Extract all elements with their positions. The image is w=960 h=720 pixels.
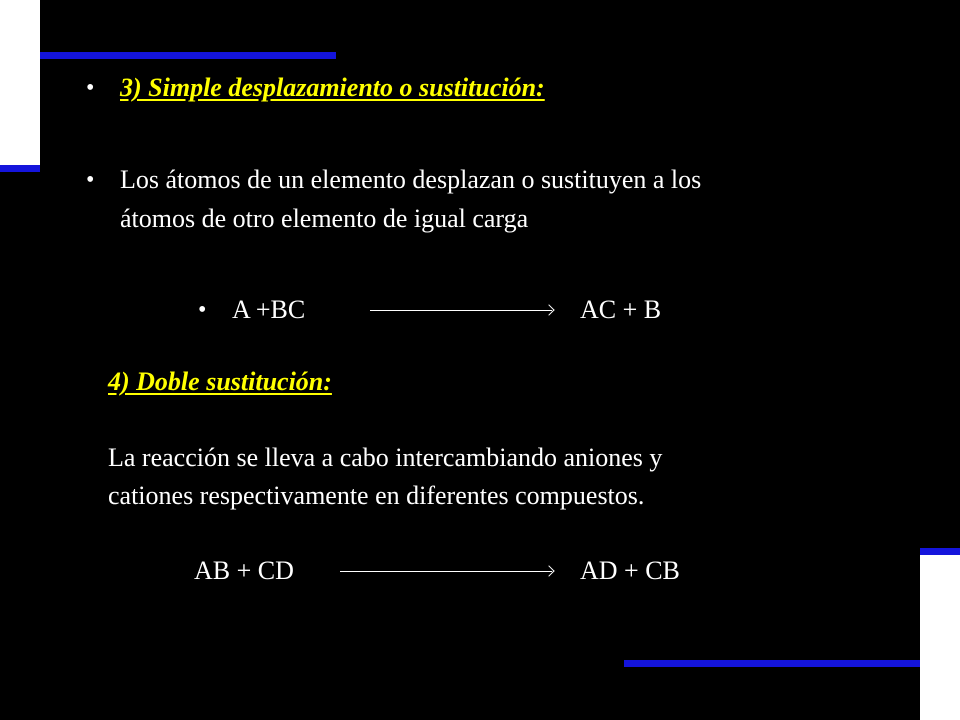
reaction-arrow-icon — [370, 310, 552, 311]
section4-reaction-reactants: AB + CD — [194, 556, 294, 585]
section3-description-line1: Los átomos de un elemento desplazan o sustituyen a los — [120, 165, 702, 194]
bullet-marker: • — [86, 167, 95, 193]
blue-accent-bottom — [624, 660, 920, 667]
blue-accent-left — [0, 165, 40, 172]
section4-reaction-products: AD + CB — [580, 556, 680, 585]
section4-heading: 4) Doble sustitución: — [108, 367, 332, 396]
section3-heading: 3) Simple desplazamiento o sustitución: — [120, 73, 545, 102]
blue-accent-top — [40, 52, 336, 59]
section4-description-line2: cationes respectivamente en diferentes compuestos. — [108, 481, 645, 510]
reaction-arrow-icon — [340, 571, 552, 572]
blue-accent-right — [920, 548, 960, 555]
bullet-marker: • — [86, 75, 95, 101]
section3-reaction-products: AC + B — [580, 295, 662, 324]
section3-description-line2: átomos de otro elemento de igual carga — [120, 204, 529, 233]
bullet-marker: • — [198, 297, 207, 323]
section4-description-line1: La reacción se lleva a cabo intercambiando aniones y — [108, 443, 663, 472]
section3-reaction-reactants: A +BC — [232, 295, 306, 324]
